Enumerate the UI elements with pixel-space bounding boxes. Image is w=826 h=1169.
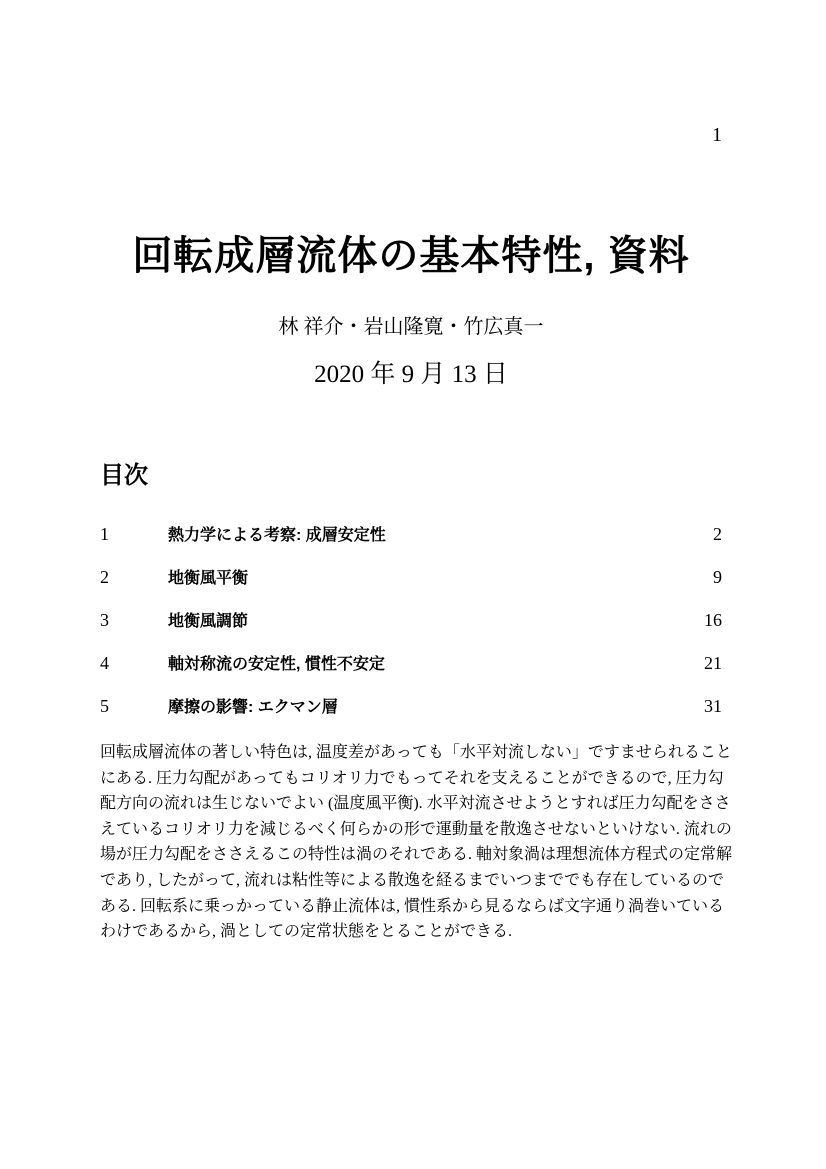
toc-entry-title: 摩擦の影響: エクマン層 — [168, 699, 338, 716]
toc-entry-title: 軸対称流の安定性, 慣性不安定 — [168, 656, 385, 673]
para-line: 場が圧力勾配をささえるこの特性は渦のそれである. 軸対象渦は理想流体方程式の定常解 — [100, 846, 733, 864]
toc-entry — [100, 694, 722, 716]
toc-entry — [100, 608, 722, 630]
para-line: わけであるから, 渦としての定常状態をとることができる. — [100, 923, 513, 941]
toc-entry-page: 31 — [704, 696, 722, 716]
toc-entry-number: 2 — [100, 567, 109, 587]
para-line: であり, したがって, 流れは粘性等による散逸を経るまでいつまででも存在しているので — [100, 871, 725, 889]
para-line: 回転成層流体の著しい特色は, 温度差があっても「水平対流しない」ですませられること — [100, 744, 732, 761]
toc-entry-page: 21 — [704, 653, 722, 673]
doc-title: 回転成層流体の基本特性, 資料 — [132, 234, 690, 278]
para-line: にある. 圧力勾配があってもコリオリ力でもってそれを支えることができるので, 圧力勾 — [100, 769, 724, 787]
toc-entry — [100, 565, 722, 587]
toc-entry-page: 9 — [713, 567, 722, 587]
para-line: 配方向の流れは生じないでよい (温度風平衡). 水平対流させようとすれば圧力勾配をささ — [100, 795, 731, 813]
doc-authors: 林 祥介・岩山隆寛・竹広真一 — [278, 316, 544, 338]
toc-entry-page: 2 — [713, 524, 722, 544]
toc-entry-number: 3 — [100, 610, 109, 630]
para-line: えているコリオリ力を減じるべく何らかの形で運動量を散逸させないといけない. 流れの — [100, 820, 732, 838]
para-line: ある. 回転系に乗っかっている静止流体は, 慣性系から見るならば文字通り渦巻いている — [100, 897, 725, 915]
toc-entry-title: 地衡風調節 — [168, 613, 249, 630]
toc-entry — [100, 651, 722, 673]
toc-entry — [100, 522, 722, 544]
toc-entry-title: 地衡風平衡 — [168, 570, 249, 587]
toc-entry-page: 16 — [704, 610, 722, 630]
toc-entry-number: 1 — [100, 524, 109, 544]
toc-heading: 目次 — [100, 462, 148, 489]
table-of-contents — [100, 522, 722, 737]
body-paragraph — [100, 740, 733, 945]
doc-date: 2020 年 9 月 13 日 — [314, 361, 508, 388]
toc-entry-title: 熱力学による考察: 成層安定性 — [168, 527, 386, 544]
toc-entry-number: 4 — [100, 653, 109, 673]
toc-entry-number: 5 — [100, 696, 109, 716]
page-number: 1 — [712, 124, 722, 146]
